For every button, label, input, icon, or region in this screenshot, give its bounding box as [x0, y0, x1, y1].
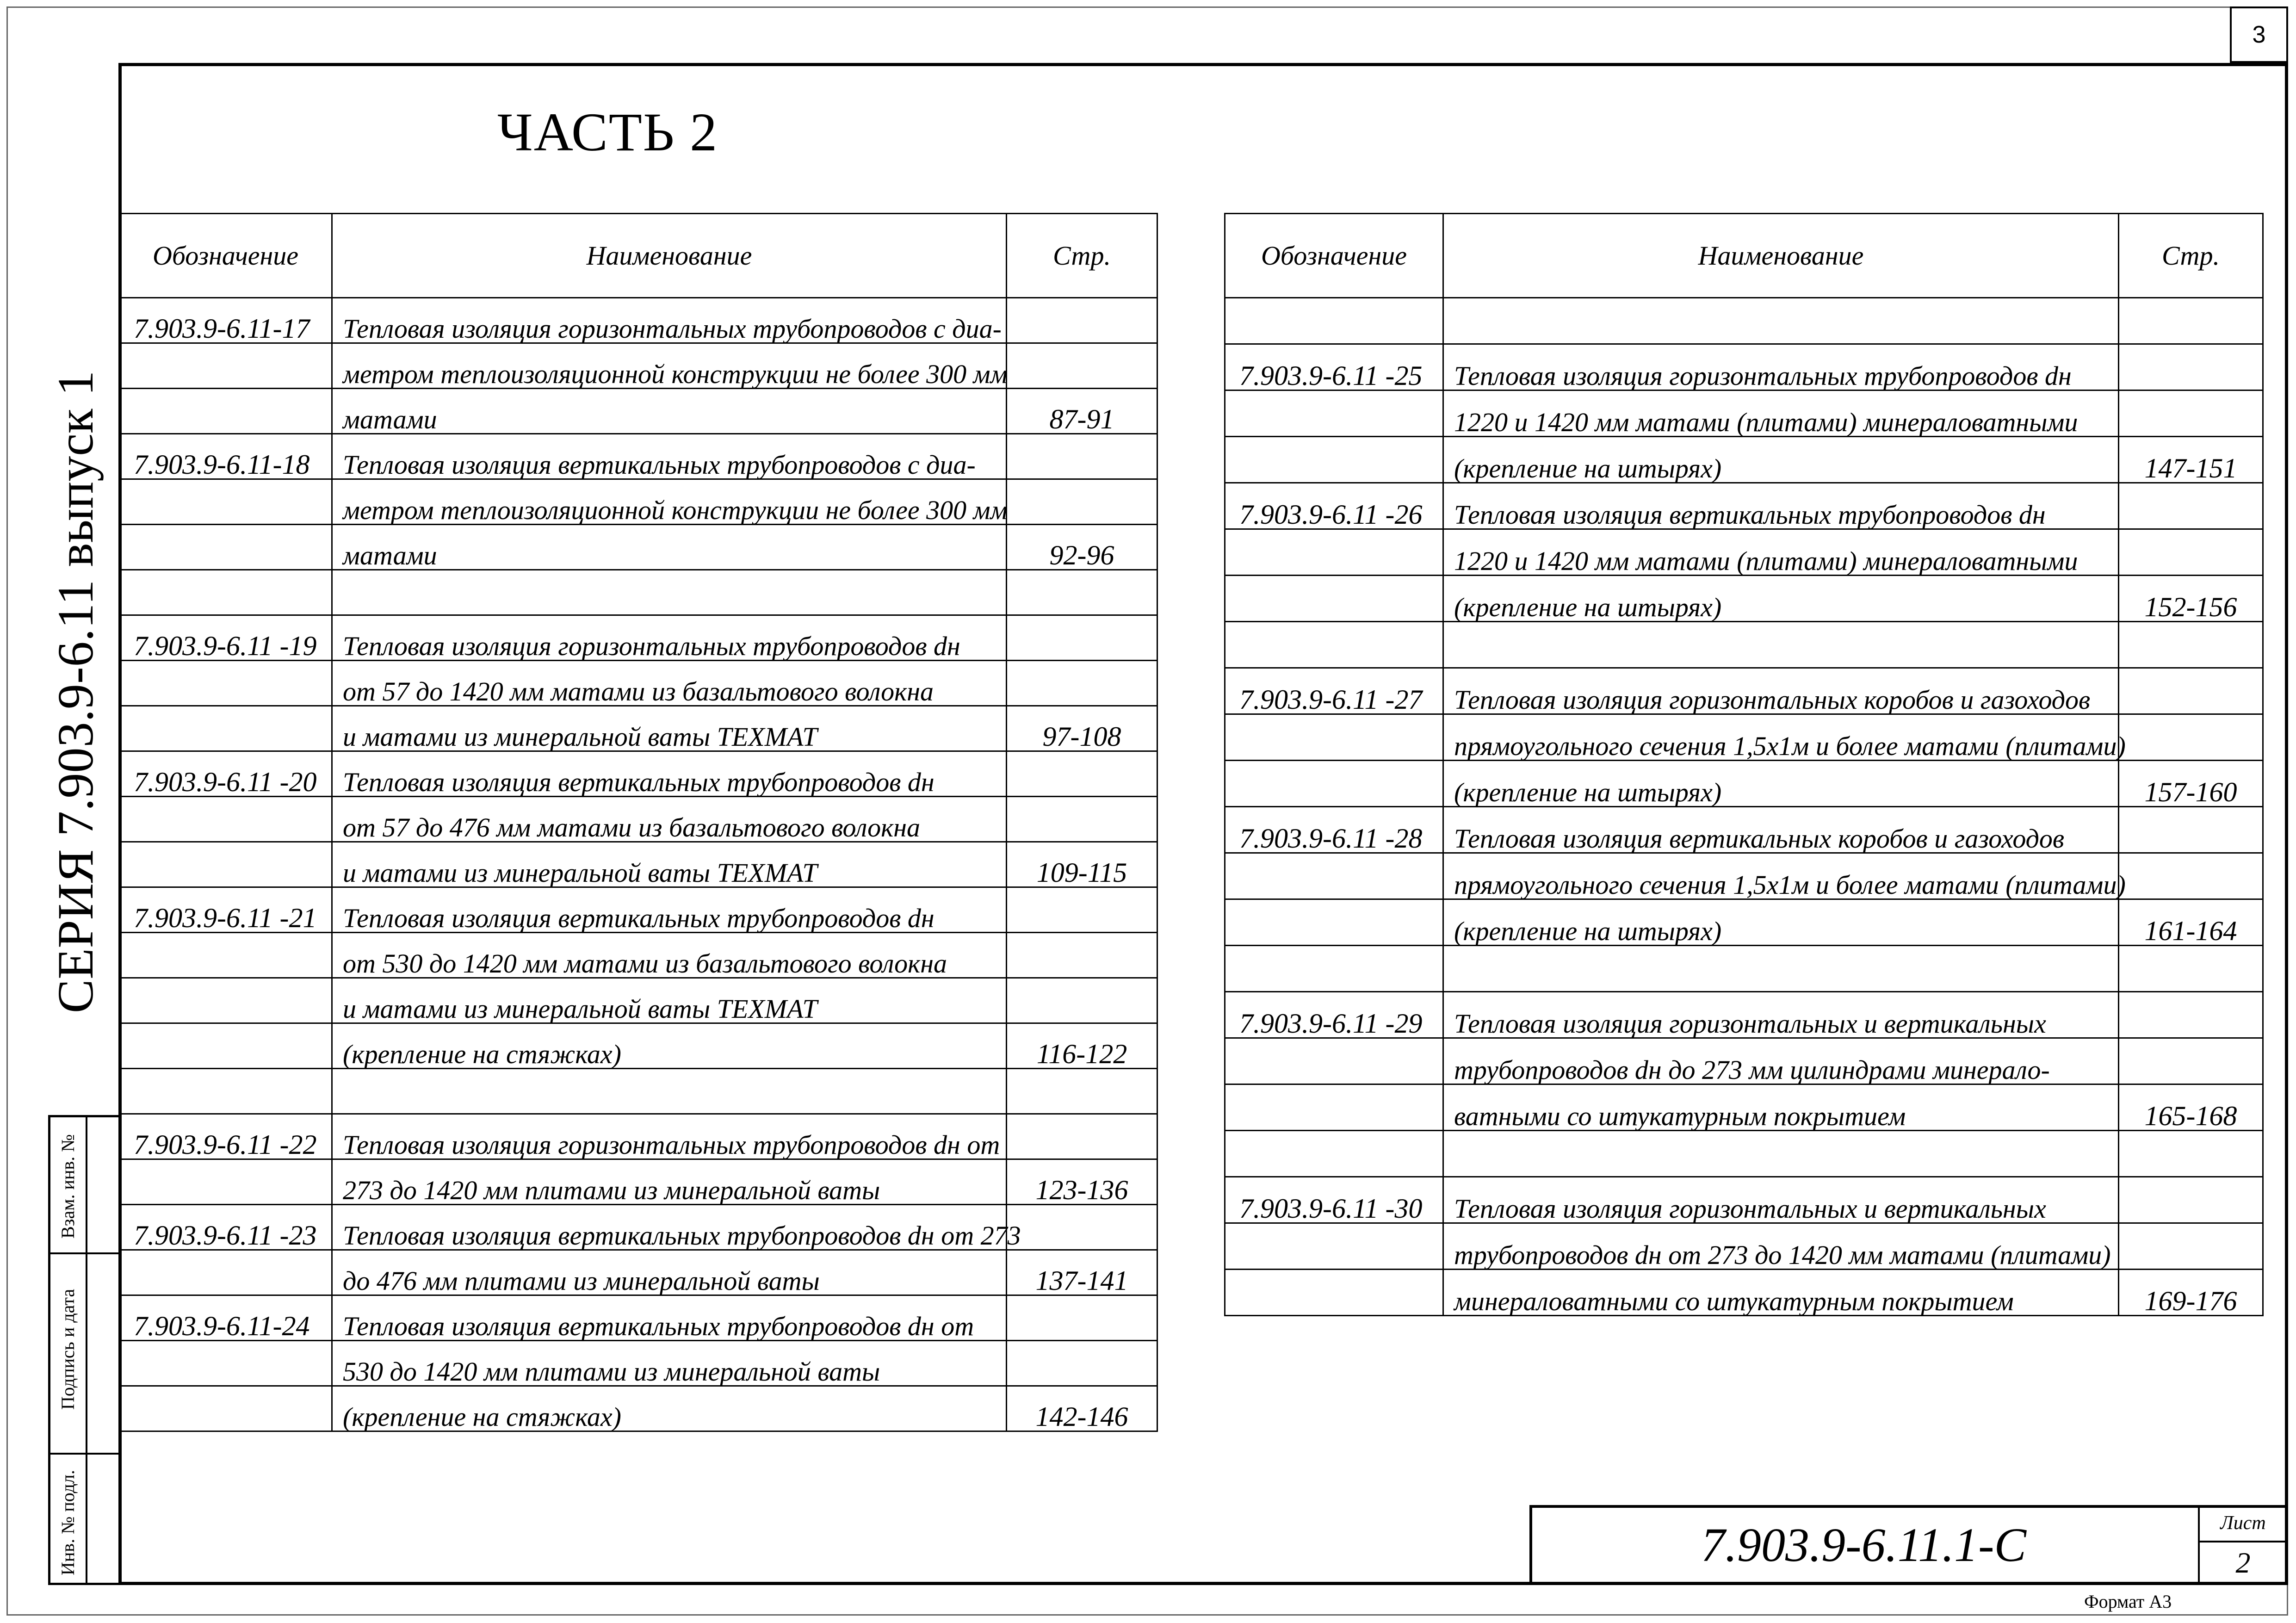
name-cell: матами [332, 525, 1007, 570]
code-cell [1225, 390, 1443, 437]
table-row [119, 1023, 1157, 1069]
code-cell: 7.903.9-6.11 -19 [119, 615, 332, 661]
page-cell [2119, 529, 2263, 576]
table-row [1225, 946, 2263, 992]
name-cell: Тепловая изоляция горизонтальных трубопроводов dн [332, 615, 1007, 661]
name-cell: от 530 до 1420 мм матами из базальтового волокна [332, 933, 1007, 978]
code-cell [119, 1386, 332, 1431]
table-row [119, 1114, 1157, 1159]
page-cell [2119, 344, 2263, 390]
name-cell: Тепловая изоляция горизонтальных трубопроводов dн [1443, 344, 2119, 390]
name-cell [1443, 1131, 2119, 1177]
page-cell [2119, 622, 2263, 668]
page-cell [2119, 992, 2263, 1038]
header-code: Обозначение [1225, 214, 1443, 298]
side-stamp-row-line [50, 1252, 118, 1254]
name-cell: и матами из минеральной ваты ТЕХМАТ [332, 978, 1007, 1023]
page-cell: 169-176 [2119, 1270, 2263, 1316]
side-stamp-divider [86, 1117, 87, 1583]
name-cell: и матами из минеральной ваты ТЕХМАТ [332, 706, 1007, 751]
table-row [119, 1159, 1157, 1205]
table-row [1225, 761, 2263, 807]
table-row [1225, 853, 2263, 899]
code-cell: 7.903.9-6.11 -20 [119, 751, 332, 797]
page-cell [2119, 1223, 2263, 1270]
page-title: ЧАСТЬ 2 [497, 102, 718, 162]
table-header-row [119, 214, 1157, 298]
side-stamp-label: Взам. инв. № [57, 1134, 78, 1239]
page-cell [1007, 1069, 1157, 1114]
page-cell [2119, 1177, 2263, 1223]
table-row [1225, 483, 2263, 529]
name-cell: до 476 мм плитами из минеральной ваты [332, 1250, 1007, 1295]
code-cell [119, 1250, 332, 1295]
table-row [119, 978, 1157, 1023]
code-cell [1225, 714, 1443, 761]
code-cell [119, 706, 332, 751]
code-cell [119, 661, 332, 706]
page-cell [2119, 1131, 2263, 1177]
sheet-label: Лист [2220, 1512, 2266, 1534]
table-row [119, 343, 1157, 389]
code-cell: 7.903.9-6.11 -29 [1225, 992, 1443, 1038]
page-cell [1007, 661, 1157, 706]
code-cell [119, 933, 332, 978]
table-row [1225, 714, 2263, 761]
code-cell: 7.903.9-6.11 -30 [1225, 1177, 1443, 1223]
code-cell: 7.903.9-6.11 -23 [119, 1205, 332, 1250]
format-label: Формат А3 [2084, 1591, 2172, 1612]
name-cell: трубопроводов dн от 273 до 1420 мм матами (плитами) [1443, 1223, 2119, 1270]
name-cell: (крепление на стяжках) [332, 1386, 1007, 1431]
table-row [119, 525, 1157, 570]
table-row [119, 842, 1157, 887]
table-row [119, 1250, 1157, 1295]
name-cell: Тепловая изоляция горизонтальных трубопроводов с диа- [332, 298, 1007, 343]
name-cell: Тепловая изоляция вертикальных трубопроводов dн от [332, 1295, 1007, 1341]
name-cell: Тепловая изоляция вертикальных трубопроводов dн [332, 887, 1007, 933]
code-cell: 7.903.9-6.11 -28 [1225, 807, 1443, 853]
name-cell: и матами из минеральной ваты ТЕХМАТ [332, 842, 1007, 887]
name-cell [332, 1069, 1007, 1114]
header-name: Наименование [332, 214, 1007, 298]
name-cell: Тепловая изоляция вертикальных трубопроводов dн от 273 [332, 1205, 1007, 1250]
table-row [1225, 576, 2263, 622]
table-row [119, 389, 1157, 434]
corner-sheet-number: 3 [2230, 6, 2288, 63]
page-cell [1007, 434, 1157, 479]
page-cell: 109-115 [1007, 842, 1157, 887]
code-cell [1225, 529, 1443, 576]
code-cell [119, 1341, 332, 1386]
page-cell: 97-108 [1007, 706, 1157, 751]
table-row [119, 887, 1157, 933]
page-cell [2119, 714, 2263, 761]
code-cell: 7.903.9-6.11-17 [119, 298, 332, 343]
code-cell [1225, 1038, 1443, 1084]
code-cell [119, 389, 332, 434]
table-row [119, 434, 1157, 479]
code-cell: 7.903.9-6.11 -21 [119, 887, 332, 933]
table-row [1225, 390, 2263, 437]
page-cell [1007, 298, 1157, 343]
header-code: Обозначение [119, 214, 332, 298]
code-cell [1225, 437, 1443, 483]
page-cell [1007, 797, 1157, 842]
page-cell [1007, 1205, 1157, 1250]
name-cell: 1220 и 1420 мм матами (плитами) минераловатными [1443, 529, 2119, 576]
name-cell: (крепление на стяжках) [332, 1023, 1007, 1069]
code-cell [119, 842, 332, 887]
table-row [1225, 437, 2263, 483]
name-cell: Тепловая изоляция вертикальных коробов и газоходов [1443, 807, 2119, 853]
side-stamp-label: Подпись и дата [57, 1288, 78, 1410]
page-cell: 123-136 [1007, 1159, 1157, 1205]
name-cell: 1220 и 1420 мм матами (плитами) минераловатными [1443, 390, 2119, 437]
table-header-row [1225, 214, 2263, 298]
table-row [119, 615, 1157, 661]
name-cell [1443, 622, 2119, 668]
table-row [1225, 807, 2263, 853]
table-row [119, 706, 1157, 751]
code-cell [119, 1159, 332, 1205]
name-cell: (крепление на штырях) [1443, 576, 2119, 622]
code-cell [119, 1069, 332, 1114]
name-cell: прямоугольного сечения 1,5х1м и более матами (плитами) [1443, 853, 2119, 899]
header-page: Стр. [1007, 214, 1157, 298]
code-cell: 7.903.9-6.11 -22 [119, 1114, 332, 1159]
table-row [1225, 529, 2263, 576]
code-cell [119, 978, 332, 1023]
table-row [1225, 1131, 2263, 1177]
name-cell [332, 570, 1007, 615]
page-cell: 142-146 [1007, 1386, 1157, 1431]
page-cell [1007, 1114, 1157, 1159]
code-cell [119, 343, 332, 389]
code-cell [1225, 1131, 1443, 1177]
table-row [1225, 992, 2263, 1038]
page-cell [1007, 978, 1157, 1023]
header-name: Наименование [1443, 214, 2119, 298]
name-cell: трубопроводов dн до 273 мм цилиндрами минерало- [1443, 1038, 2119, 1084]
name-cell: Тепловая изоляция горизонтальных коробов и газоходов [1443, 668, 2119, 714]
name-cell: от 57 до 476 мм матами из базальтового волокна [332, 797, 1007, 842]
page-cell [2119, 853, 2263, 899]
table-row [1225, 1084, 2263, 1131]
table-row [1225, 668, 2263, 714]
name-cell: Тепловая изоляция вертикальных трубопроводов dн [1443, 483, 2119, 529]
page-cell: 165-168 [2119, 1084, 2263, 1131]
page-cell [2119, 807, 2263, 853]
name-cell: (крепление на штырях) [1443, 437, 2119, 483]
name-cell: ватными со штукатурным покрытием [1443, 1084, 2119, 1131]
page-cell [1007, 751, 1157, 797]
table-row [119, 479, 1157, 525]
name-cell: Тепловая изоляция вертикальных трубопроводов dн [332, 751, 1007, 797]
code-cell [1225, 1270, 1443, 1316]
table-row [119, 570, 1157, 615]
page-cell [2119, 483, 2263, 529]
side-stamp [48, 1115, 118, 1585]
code-cell [1225, 946, 1443, 992]
name-cell: Тепловая изоляция горизонтальных и вертикальных [1443, 992, 2119, 1038]
side-stamp-row-line [50, 1453, 118, 1455]
name-cell: метром теплоизоляционной конструкции не более 300 мм [332, 479, 1007, 525]
page-cell [2119, 946, 2263, 992]
table-row [1225, 622, 2263, 668]
table-row [119, 661, 1157, 706]
code-cell [1225, 1084, 1443, 1131]
code-cell [119, 525, 332, 570]
name-cell: 273 до 1420 мм плитами из минеральной ваты [332, 1159, 1007, 1205]
page-cell: 157-160 [2119, 761, 2263, 807]
name-cell: метром теплоизоляционной конструкции не более 300 мм [332, 343, 1007, 389]
contents-table-left [118, 213, 1158, 1432]
table-row [119, 1295, 1157, 1341]
name-cell: минераловатными со штукатурным покрытием [1443, 1270, 2119, 1316]
code-cell [1225, 853, 1443, 899]
code-cell: 7.903.9-6.11-24 [119, 1295, 332, 1341]
page-cell [1007, 479, 1157, 525]
side-stamp-label: Инв. № подл. [57, 1470, 78, 1575]
code-cell: 7.903.9-6.11-18 [119, 434, 332, 479]
table-row [1225, 1177, 2263, 1223]
page-cell [1007, 570, 1157, 615]
page-cell: 161-164 [2119, 899, 2263, 946]
name-cell [1443, 298, 2119, 344]
code-cell [1225, 576, 1443, 622]
name-cell: Тепловая изоляция горизонтальных и вертикальных [1443, 1177, 2119, 1223]
page-cell [1007, 1341, 1157, 1386]
page-cell: 92-96 [1007, 525, 1157, 570]
code-cell [1225, 761, 1443, 807]
name-cell: от 57 до 1420 мм матами из базальтового волокна [332, 661, 1007, 706]
page-cell: 147-151 [2119, 437, 2263, 483]
sheet-number: 2 [2235, 1546, 2251, 1579]
table-row [1225, 1223, 2263, 1270]
code-cell [1225, 1223, 1443, 1270]
code-cell [1225, 298, 1443, 344]
name-cell [1443, 946, 2119, 992]
table-row [119, 298, 1157, 343]
page-cell [2119, 298, 2263, 344]
table-row [119, 1386, 1157, 1431]
page-cell [1007, 933, 1157, 978]
series-label: СЕРИЯ 7.903.9-6.11 выпуск 1 [47, 370, 104, 1013]
contents-table-right [1224, 213, 2264, 1316]
code-cell [119, 797, 332, 842]
page-cell: 137-141 [1007, 1250, 1157, 1295]
table-row [1225, 344, 2263, 390]
name-cell: (крепление на штырях) [1443, 761, 2119, 807]
table-row [1225, 1270, 2263, 1316]
page-cell [2119, 390, 2263, 437]
page-cell: 152-156 [2119, 576, 2263, 622]
page-cell [2119, 1038, 2263, 1084]
page-cell [1007, 343, 1157, 389]
name-cell: прямоугольного сечения 1,5х1м и более матами (плитами) [1443, 714, 2119, 761]
table-row [119, 797, 1157, 842]
header-page: Стр. [2119, 214, 2263, 298]
code-cell [1225, 899, 1443, 946]
code-cell: 7.903.9-6.11 -25 [1225, 344, 1443, 390]
page-cell [1007, 615, 1157, 661]
page-cell: 116-122 [1007, 1023, 1157, 1069]
page-cell [1007, 887, 1157, 933]
table-row [119, 1205, 1157, 1250]
table-row [119, 751, 1157, 797]
page-cell [2119, 668, 2263, 714]
code-cell: 7.903.9-6.11 -26 [1225, 483, 1443, 529]
table-row [1225, 899, 2263, 946]
code-cell: 7.903.9-6.11 -27 [1225, 668, 1443, 714]
name-cell: (крепление на штырях) [1443, 899, 2119, 946]
table-row [119, 933, 1157, 978]
table-row [119, 1341, 1157, 1386]
code-cell [119, 479, 332, 525]
page-cell: 87-91 [1007, 389, 1157, 434]
table-row [1225, 1038, 2263, 1084]
name-cell: Тепловая изоляция вертикальных трубопроводов с диа- [332, 434, 1007, 479]
name-cell: Тепловая изоляция горизонтальных трубопроводов dн от [332, 1114, 1007, 1159]
name-cell: 530 до 1420 мм плитами из минеральной ваты [332, 1341, 1007, 1386]
table-row [119, 1069, 1157, 1114]
code-cell [119, 570, 332, 615]
document-code: 7.903.9-6.11.1-С [1701, 1518, 2026, 1572]
name-cell: матами [332, 389, 1007, 434]
page-cell [1007, 1295, 1157, 1341]
code-cell [1225, 622, 1443, 668]
table-row [1225, 298, 2263, 344]
code-cell [119, 1023, 332, 1069]
